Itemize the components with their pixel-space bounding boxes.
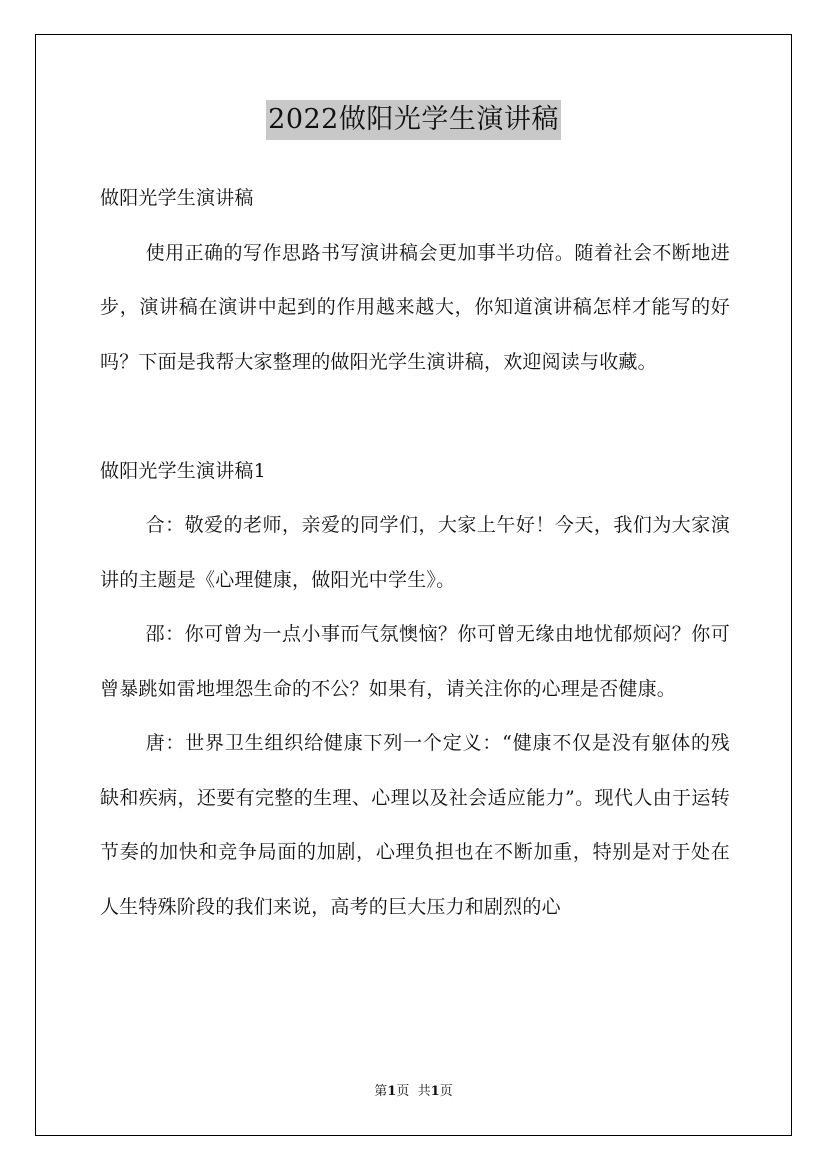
- section-heading: 做阳光学生演讲稿1: [100, 459, 266, 482]
- document-body: [100, 171, 730, 934]
- page-suffix: 页: [396, 1084, 410, 1099]
- body-paragraph: 合：敬爱的老师，亲爱的同学们，大家上午好！今天，我们为大家演讲的主题是《心理健康，做阳光中学生》。: [100, 514, 730, 591]
- page-footer: [0, 1082, 827, 1102]
- page-prefix: 第: [374, 1084, 388, 1099]
- body-paragraph: 邵：你可曾为一点小事而气氛懊恼？你可曾无缘由地忧郁烦闷？你可曾暴跳如雷地埋怨生命的不公？如果有，请关注你的心理是否健康。: [100, 623, 730, 700]
- title-container: [0, 100, 827, 140]
- total-suffix: 页: [439, 1084, 453, 1099]
- body-paragraph: 唐：世界卫生组织给健康下列一个定义：“健康不仅是没有躯体的残缺和疾病，还要有完整的生理、心理以及社会适应能力”。现代人由于运转节奏的加快和竞争局面的加剧，心理负担也在不断加重，特别是对于处在人生特殊阶段的我们来说，高考的巨大压力和剧烈的心: [100, 732, 730, 918]
- document-subtitle: 做阳光学生演讲稿: [100, 187, 254, 209]
- total-pages: 1: [430, 1084, 440, 1099]
- page-number: 1: [387, 1084, 397, 1099]
- total-prefix: 共: [417, 1084, 431, 1099]
- document-title: 2022做阳光学生演讲稿: [266, 100, 561, 140]
- intro-paragraph: 使用正确的写作思路书写演讲稿会更加事半功倍。随着社会不断地进步，演讲稿在演讲中起到的作用越来越大，你知道演讲稿怎样才能写的好吗？下面是我帮大家整理的做阳光学生演讲稿，欢迎阅读与收藏。: [100, 241, 730, 373]
- blank-line: [100, 389, 730, 444]
